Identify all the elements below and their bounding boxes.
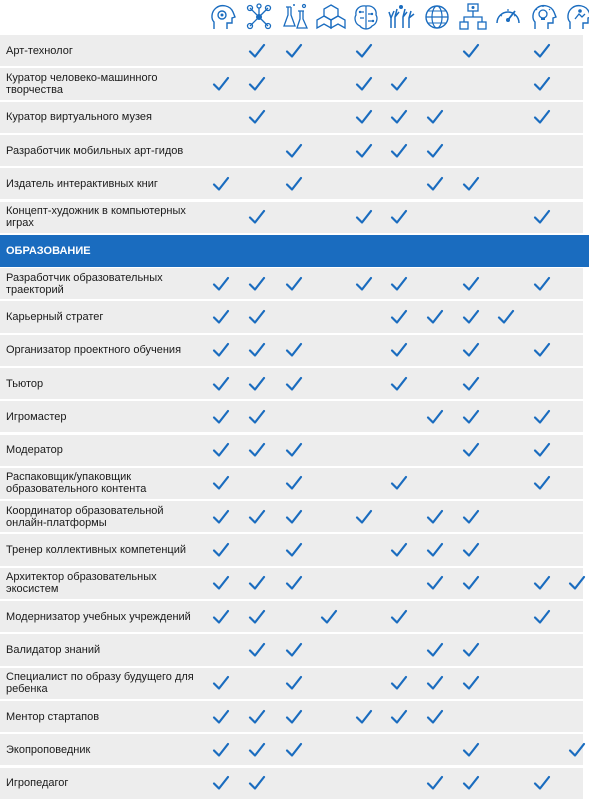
check-icon <box>462 342 480 358</box>
table-row <box>0 168 583 199</box>
row-label: Карьерный стратег <box>6 310 104 323</box>
check-icon <box>497 309 515 325</box>
table-row <box>0 202 583 233</box>
check-icon <box>285 709 303 725</box>
table-row <box>0 135 583 166</box>
table-row <box>0 668 583 699</box>
check-icon <box>212 509 230 525</box>
check-icon <box>426 675 444 691</box>
check-icon <box>462 675 480 691</box>
check-icon <box>212 276 230 292</box>
check-icon <box>285 675 303 691</box>
head-gear-icon <box>208 2 238 32</box>
check-icon <box>248 442 266 458</box>
check-icon <box>390 609 408 625</box>
row-label: Игромастер <box>6 410 67 423</box>
check-icon <box>568 575 586 591</box>
check-icon <box>285 642 303 658</box>
check-icon <box>426 509 444 525</box>
check-icon <box>426 309 444 325</box>
check-icon <box>355 276 373 292</box>
check-icon <box>212 742 230 758</box>
check-icon <box>248 409 266 425</box>
section-header-education <box>0 235 589 267</box>
row-label: Специалист по образу будущего для ребенка <box>6 671 194 696</box>
check-icon <box>212 309 230 325</box>
check-icon <box>248 742 266 758</box>
check-icon <box>533 43 551 59</box>
check-icon <box>285 176 303 192</box>
check-icon <box>426 709 444 725</box>
row-label: Куратор виртуального музея <box>6 111 152 124</box>
check-icon <box>390 376 408 392</box>
check-icon <box>285 475 303 491</box>
check-icon <box>212 542 230 558</box>
brain-circuit-icon <box>351 2 381 32</box>
check-icon <box>462 742 480 758</box>
cubes-icon <box>316 2 346 32</box>
check-icon <box>426 642 444 658</box>
check-icon <box>248 109 266 125</box>
check-icon <box>462 575 480 591</box>
row-label: Концепт-художник в компьютерных играх <box>6 205 186 230</box>
check-icon <box>212 442 230 458</box>
table-row <box>0 401 583 432</box>
check-icon <box>212 575 230 591</box>
check-icon <box>248 76 266 92</box>
lab-flasks-icon <box>281 2 311 32</box>
check-icon <box>462 276 480 292</box>
check-icon <box>426 409 444 425</box>
check-icon <box>390 542 408 558</box>
check-icon <box>462 775 480 791</box>
table-row <box>0 102 583 133</box>
table-row <box>0 468 583 499</box>
check-icon <box>533 342 551 358</box>
table-row <box>0 701 583 732</box>
check-icon <box>248 642 266 658</box>
check-icon <box>212 475 230 491</box>
check-icon <box>533 209 551 225</box>
row-label: Координатор образовательной онлайн-платформы <box>6 504 164 529</box>
check-icon <box>390 675 408 691</box>
check-icon <box>426 109 444 125</box>
check-icon <box>248 509 266 525</box>
check-icon <box>390 143 408 159</box>
table-row <box>0 268 583 299</box>
org-chart-icon <box>458 2 488 32</box>
head-person-icon <box>564 2 589 32</box>
check-icon <box>390 342 408 358</box>
check-icon <box>285 542 303 558</box>
speedometer-icon <box>493 2 523 32</box>
check-icon <box>355 209 373 225</box>
check-icon <box>355 509 373 525</box>
row-label: Архитектор образовательных экосистем <box>6 571 157 596</box>
check-icon <box>462 43 480 59</box>
check-icon <box>285 442 303 458</box>
check-icon <box>390 475 408 491</box>
row-label: Разработчик мобильных арт-гидов <box>6 144 184 157</box>
check-icon <box>426 775 444 791</box>
row-label: Экопроповедник <box>6 743 91 756</box>
check-icon <box>533 76 551 92</box>
header-icon-row <box>0 0 589 36</box>
row-label: Тренер коллективных компетенций <box>6 544 186 557</box>
check-icon <box>285 376 303 392</box>
check-icon <box>390 709 408 725</box>
row-label: Игропедагог <box>6 777 69 790</box>
row-label: Распаковщик/упаковщик образовательного контента <box>6 471 147 496</box>
row-label: Модернизатор учебных учреждений <box>6 610 191 623</box>
check-icon <box>355 709 373 725</box>
check-icon <box>462 442 480 458</box>
row-label: Модератор <box>6 444 63 457</box>
section-title: ОБРАЗОВАНИЕ <box>6 245 91 257</box>
check-icon <box>248 276 266 292</box>
row-label: Тьютор <box>6 377 44 390</box>
table-row <box>0 568 583 599</box>
table-row <box>0 301 583 332</box>
check-icon <box>462 409 480 425</box>
row-label: Куратор человеко-машинного творчества <box>6 71 158 96</box>
table-row <box>0 634 583 665</box>
check-icon <box>390 109 408 125</box>
check-icon <box>533 409 551 425</box>
check-icon <box>320 609 338 625</box>
check-icon <box>212 376 230 392</box>
check-icon <box>248 376 266 392</box>
globe-icon <box>422 2 452 32</box>
check-icon <box>212 609 230 625</box>
raised-hands-icon <box>386 2 416 32</box>
row-label: Издатель интерактивных книг <box>6 177 158 190</box>
check-icon <box>248 342 266 358</box>
check-icon <box>462 642 480 658</box>
row-label: Валидатор знаний <box>6 643 101 656</box>
check-icon <box>248 309 266 325</box>
check-icon <box>390 209 408 225</box>
check-icon <box>285 575 303 591</box>
check-icon <box>390 76 408 92</box>
check-icon <box>355 76 373 92</box>
check-icon <box>285 43 303 59</box>
table-row <box>0 335 583 366</box>
check-icon <box>390 309 408 325</box>
check-icon <box>212 409 230 425</box>
table-row <box>0 601 583 632</box>
check-icon <box>248 775 266 791</box>
table-row <box>0 534 583 565</box>
table-row <box>0 501 583 532</box>
row-label: Разработчик образовательных траекторий <box>6 271 163 296</box>
row-label: Арт-технолог <box>6 44 73 57</box>
check-icon <box>285 143 303 159</box>
check-icon <box>248 209 266 225</box>
check-icon <box>462 542 480 558</box>
check-icon <box>533 109 551 125</box>
check-icon <box>426 542 444 558</box>
check-icon <box>355 109 373 125</box>
check-icon <box>355 43 373 59</box>
check-icon <box>533 276 551 292</box>
head-lightbulb-icon <box>529 2 559 32</box>
check-icon <box>212 76 230 92</box>
check-icon <box>533 442 551 458</box>
check-icon <box>285 276 303 292</box>
row-label: Ментор стартапов <box>6 710 100 723</box>
table-row <box>0 368 583 399</box>
check-icon <box>568 742 586 758</box>
check-icon <box>462 309 480 325</box>
check-icon <box>248 609 266 625</box>
check-icon <box>533 575 551 591</box>
check-icon <box>212 775 230 791</box>
check-icon <box>462 376 480 392</box>
molecule-network-icon <box>244 2 274 32</box>
check-icon <box>285 509 303 525</box>
check-icon <box>533 775 551 791</box>
table-row <box>0 734 583 765</box>
check-icon <box>285 742 303 758</box>
check-icon <box>533 475 551 491</box>
check-icon <box>248 575 266 591</box>
check-icon <box>248 43 266 59</box>
check-icon <box>212 176 230 192</box>
check-icon <box>533 609 551 625</box>
check-icon <box>426 575 444 591</box>
row-label: Организатор проектного обучения <box>6 344 182 357</box>
check-icon <box>390 276 408 292</box>
table-row <box>0 768 583 799</box>
check-icon <box>462 509 480 525</box>
table-row <box>0 35 583 66</box>
check-icon <box>212 709 230 725</box>
check-icon <box>248 709 266 725</box>
check-icon <box>212 342 230 358</box>
table-row <box>0 435 583 466</box>
check-icon <box>212 675 230 691</box>
check-icon <box>426 176 444 192</box>
check-icon <box>355 143 373 159</box>
check-icon <box>462 176 480 192</box>
check-icon <box>285 342 303 358</box>
check-icon <box>426 143 444 159</box>
table-row <box>0 68 583 99</box>
